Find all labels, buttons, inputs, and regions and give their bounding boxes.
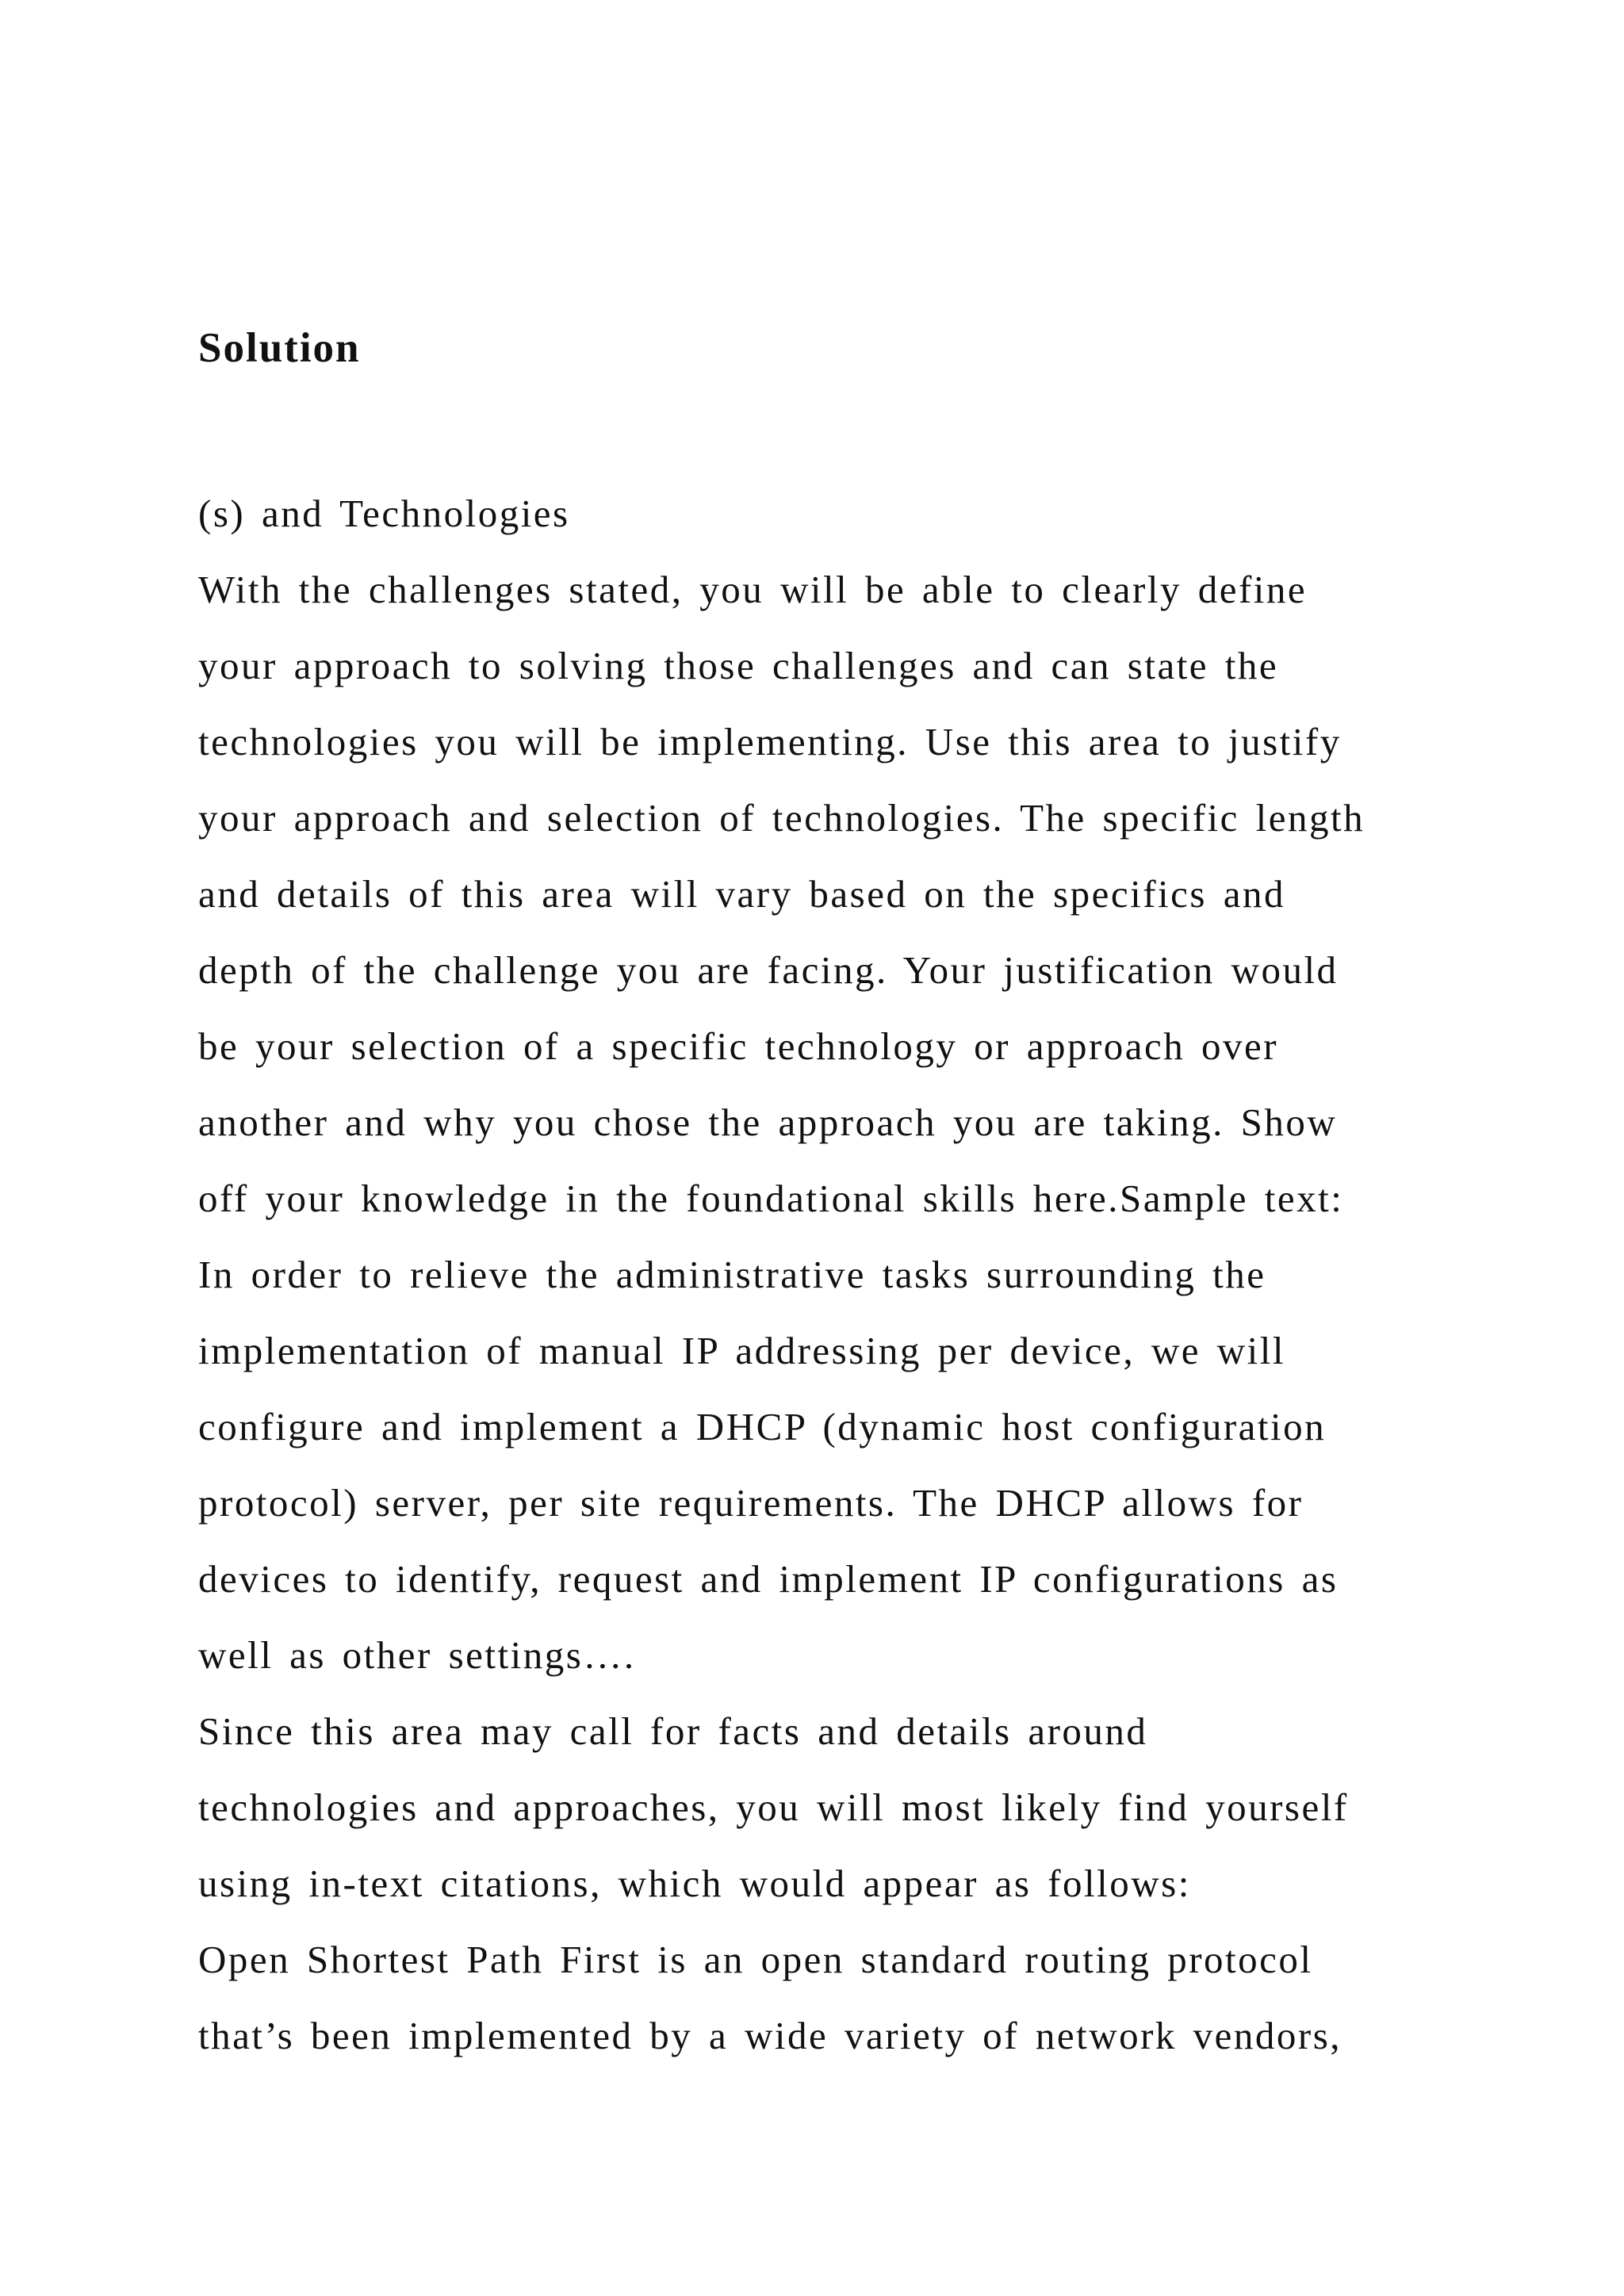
text-line: another and why you chose the approach you are taking. Show <box>198 1100 1338 1144</box>
text-line: that’s been implemented by a wide variety of network vendors, <box>198 2014 1342 2057</box>
text-line: technologies and approaches, you will most likely find yourself <box>198 1785 1349 1829</box>
text-line: using in-text citations, which would appear as follows: <box>198 1862 1191 1905</box>
text-line: well as other settings…. <box>198 1633 636 1677</box>
text-line: depth of the challenge you are facing. Your justification would <box>198 948 1339 992</box>
text-line: (s) and Technologies <box>198 492 570 535</box>
text-line: technologies you will be implementing. Use this area to justify <box>198 720 1342 763</box>
text-line: your approach to solving those challenges and can state the <box>198 644 1279 687</box>
section-heading: Solution <box>198 325 361 371</box>
text-line: and details of this area will vary based on the specifics and <box>198 872 1285 916</box>
text-line: be your selection of a specific technology or approach over <box>198 1024 1279 1068</box>
body-text <box>198 476 1499 2074</box>
text-line: In order to relieve the administrative tasks surrounding the <box>198 1253 1266 1296</box>
text-line: Open Shortest Path First is an open standard routing protocol <box>198 1938 1313 1981</box>
text-line: your approach and selection of technologies. The specific length <box>198 796 1365 840</box>
text-line: Since this area may call for facts and details around <box>198 1709 1148 1753</box>
text-line: devices to identify, request and implement IP configurations as <box>198 1557 1339 1601</box>
text-line: implementation of manual IP addressing per device, we will <box>198 1329 1285 1372</box>
text-line: With the challenges stated, you will be able to clearly define <box>198 568 1308 611</box>
text-line: configure and implement a DHCP (dynamic host configuration <box>198 1405 1327 1448</box>
text-line: off your knowledge in the foundational skills here.Sample text: <box>198 1177 1344 1220</box>
text-line: protocol) server, per site requirements. The DHCP allows for <box>198 1481 1304 1525</box>
